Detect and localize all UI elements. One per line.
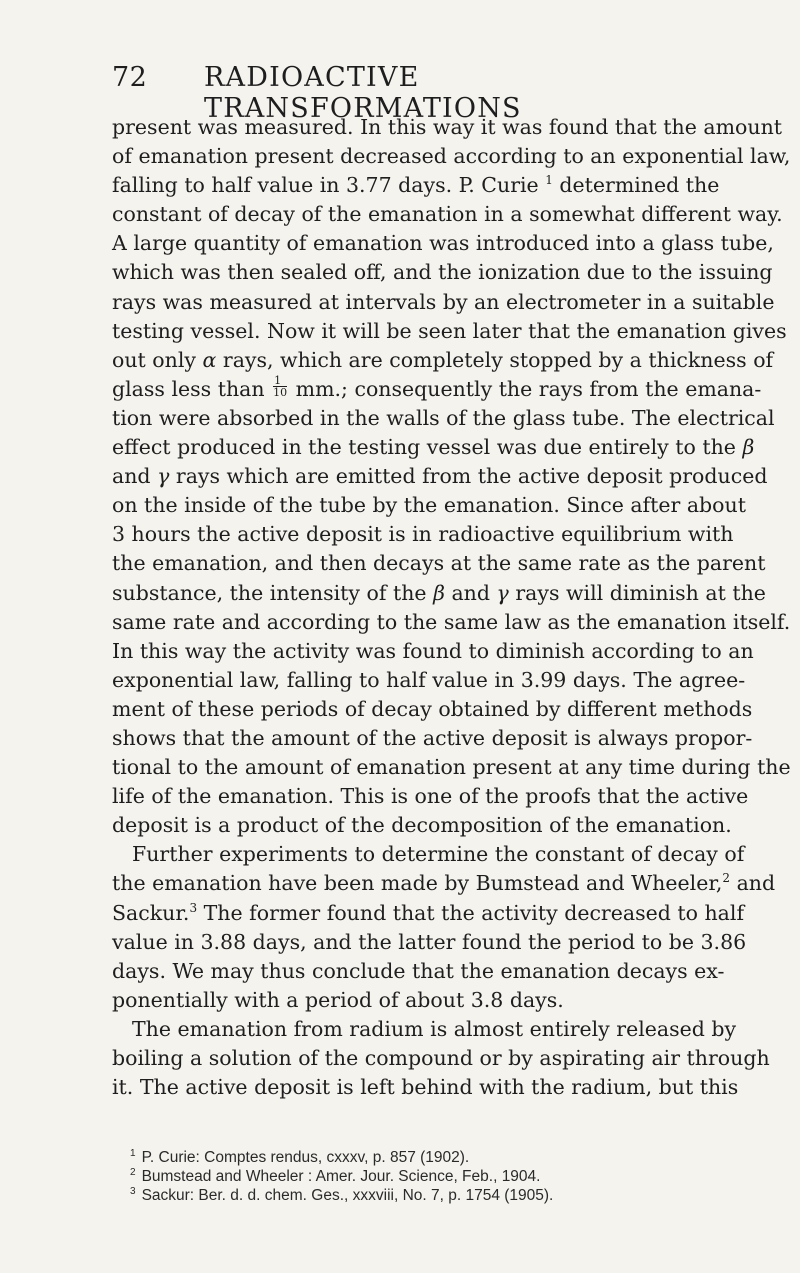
text-line: it. The active deposit is left behind with the radium, but this [112, 1075, 739, 1100]
text-line: In this way the activity was found to diminish according to an [112, 638, 754, 663]
text-line: The emanation from radium is almost entirely released by [132, 1016, 737, 1041]
body-text [112, 113, 791, 1102]
text-line: Further experiments to determine the constant of decay of [132, 842, 745, 867]
text-line: boiling a solution of the compound or by aspirating air through [112, 1046, 770, 1070]
text-line: 3 hours the active deposit is in radioactive equilibrium with [112, 522, 734, 547]
beta-symbol: β [433, 580, 445, 605]
text-line: rays was measured at intervals by an electrometer in a suitable [112, 289, 775, 314]
footnote: $^2$ Bumstead and Wheeler : Amer. Jour. Science, Feb., 1904. [130, 1166, 541, 1185]
alpha-symbol: α [202, 347, 217, 372]
text-line: life of the emanation. This is one of the proofs that the active [112, 784, 749, 809]
text-line: deposit is a product of the decomposition of the emanation. [112, 813, 732, 838]
text-line: exponential law, falling to half value in 3.99 days. The agree- [112, 667, 746, 692]
text-line: the emanation have been made by Bumstead and Wheeler,$^2$ and [112, 871, 776, 896]
text-line: falling to half value in 3.77 days. P. Curie $^1$ determined the [112, 173, 720, 198]
footnote-ref: 2 [722, 871, 731, 886]
text-line: Sackur.$^3$ The former found that the activity decreased to half [112, 900, 745, 925]
running-title: RADIOACTIVE TRANSFORMATIONS [204, 62, 522, 124]
text-line: present was measured. In this way it was found that the amount [112, 115, 783, 139]
text-line: ment of these periods of decay obtained by different methods [112, 696, 753, 721]
text-line: A large quantity of emanation was introduced into a glass tube, [112, 231, 774, 256]
text-line: same rate and according to the same law as the emanation itself. [112, 609, 791, 634]
gamma-symbol: γ [496, 580, 509, 605]
fraction: $\frac{1}{10}$ [273, 373, 288, 399]
footnote-ref: 1 [545, 173, 553, 188]
text-line: on the inside of the tube by the emanation. Since after about [112, 493, 746, 518]
text-line: glass less than $\frac{1}{10}$ mm.; consequently the rays from the emana- [112, 373, 762, 401]
text-line: days. We may thus conclude that the emanation decays ex- [112, 958, 725, 983]
footnote-ref: 3 [189, 900, 198, 915]
page-header [102, 62, 696, 124]
text-line: the emanation, and then decays at the same rate as the parent [112, 551, 766, 576]
page-number: 72 [112, 62, 148, 93]
text-line: constant of decay of the emanation in a somewhat different way. [112, 202, 783, 227]
text-line: substance, the intensity of the β and γ rays will diminish at the [112, 580, 766, 605]
text-line: ponentially with a period of about 3.8 days. [112, 987, 564, 1012]
text-line: tional to the amount of emanation present at any time during the [112, 755, 791, 780]
text-line: value in 3.88 days, and the latter found the period to be 3.86 [112, 929, 747, 954]
text-line: shows that the amount of the active deposit is always propor- [112, 725, 753, 750]
text-line: which was then sealed off, and the ionization due to the issuing [112, 260, 773, 285]
text-line: of emanation present decreased according to an exponential law, [112, 144, 791, 169]
beta-symbol: β [742, 435, 755, 460]
footnote: $^1$ P. Curie: Comptes rendus, cxxxv, p. 857 (1902). [130, 1147, 470, 1166]
text-line: and γ rays which are emitted from the active deposit produced [112, 464, 768, 489]
footnotes [130, 1148, 730, 1205]
gamma-symbol: γ [157, 464, 170, 489]
footnote: $^3$ Sackur: Ber. d. d. chem. Ges., xxxviii, No. 7, p. 1754 (1905). [130, 1185, 554, 1204]
text-line: out only α rays, which are completely stopped by a thickness of [112, 347, 774, 372]
text-line: effect produced in the testing vessel was due entirely to the β [112, 435, 755, 460]
text-line: testing vessel. Now it will be seen later that the emanation gives [112, 318, 787, 343]
text-line: tion were absorbed in the walls of the glass tube. The electrical [112, 405, 775, 430]
